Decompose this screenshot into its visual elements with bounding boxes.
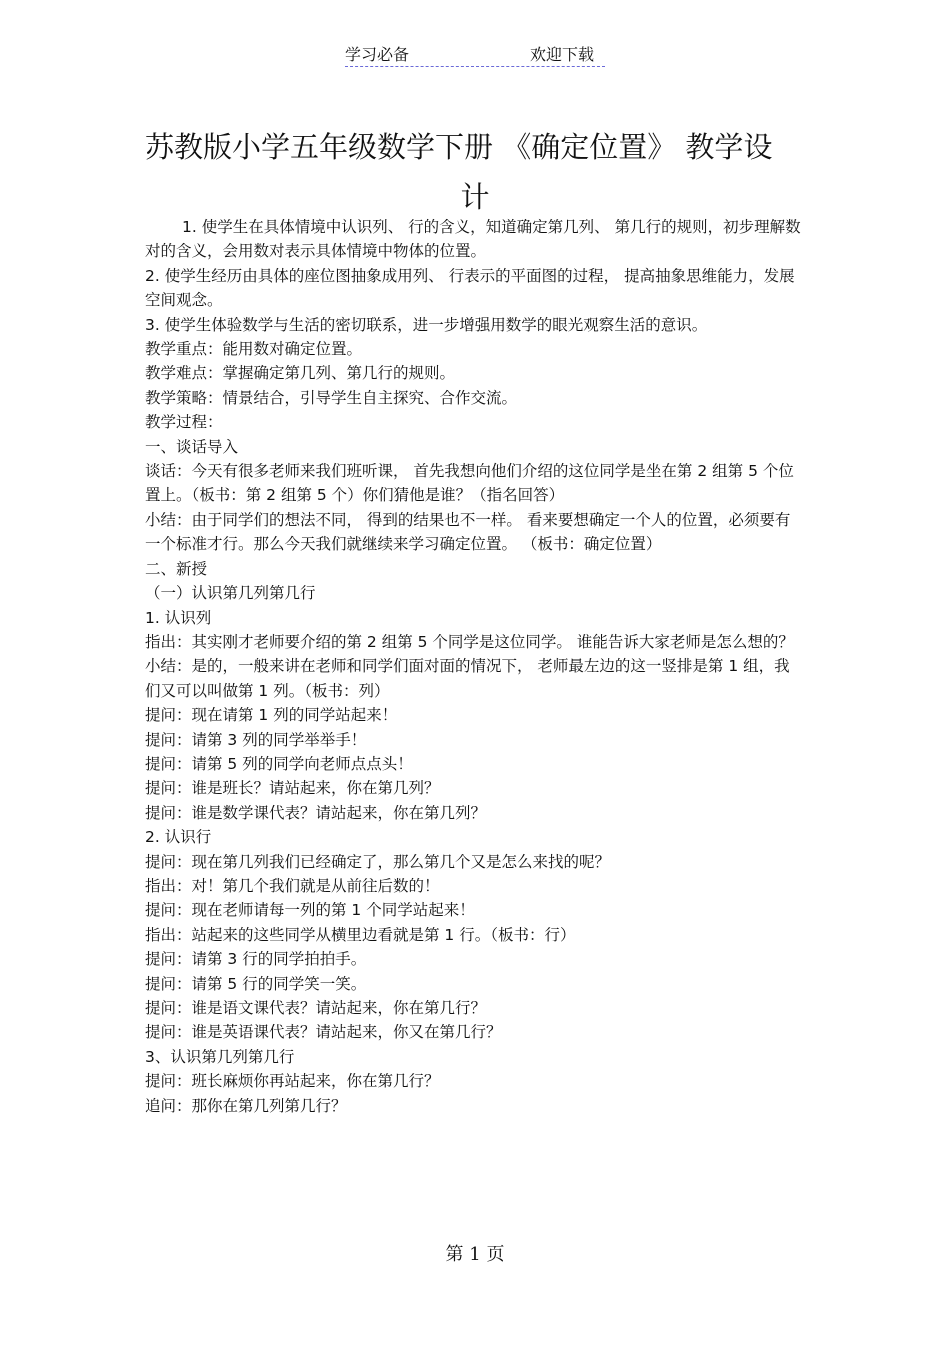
- teaching-strategy: 教学策略：情景结合，引导学生自主探究、合作交流。: [145, 388, 518, 407]
- paragraph: 谈话：今天有很多老师来我们班听课， 首先我想向他们介绍的这位同学是坐在第 2 组第 5 个位置上。（板书：第 2 组第 5 个）你们猜他是谁？（指名回答）: [145, 462, 794, 505]
- paragraph: 提问：谁是语文课代表？请站起来，你在第几行？: [145, 999, 487, 1017]
- teaching-process-heading: 教学过程：: [145, 413, 223, 432]
- item-heading-rows: 2. 认识行: [145, 828, 212, 847]
- item-heading-columns: 1. 认识列: [145, 608, 212, 627]
- paragraph: 提问：现在老师请每一列的第 1 个同学站起来！: [145, 901, 475, 920]
- paragraph: 小结：是的，一般来讲在老师和同学们面对面的情况下， 老师最左边的这一竖排是第 1 组，我们又可以叫做第 1 列。（板书：列）: [145, 657, 790, 700]
- title-line-2: 计: [460, 180, 490, 214]
- header-left-text: 学习必备: [345, 45, 410, 64]
- paragraph: 提问：谁是英语课代表？请站起来，你又在第几行？: [145, 1023, 502, 1042]
- paragraph: 指出：站起来的这些同学从横里边看就是第 1 行。（板书：行）: [145, 925, 576, 944]
- paragraph: 提问：请第 5 列的同学向老师点点头！: [145, 754, 413, 773]
- item-heading-column-row: 3、认识第几列第几行: [145, 1047, 295, 1066]
- paragraph: 提问：请第 3 列的同学举举手！: [145, 730, 367, 749]
- paragraph: 提问：现在第几列我们已经确定了，那么第几个又是怎么来找的呢？: [145, 852, 611, 871]
- section-heading-new: 二、新授: [145, 559, 208, 578]
- header-right-text: 欢迎下载: [530, 45, 595, 64]
- document-body: [145, 215, 805, 1118]
- paragraph: 提问：请第 5 行的同学笑一笑。: [145, 974, 367, 993]
- subsection-heading: （一）认识第几列第几行: [145, 584, 316, 603]
- teaching-difficulty: 教学难点：掌握确定第几列、第几行的规则。: [145, 364, 456, 383]
- paragraph: 提问：谁是班长？请站起来，你在第几列？: [145, 779, 440, 798]
- title-line-1: 苏教版小学五年级数学下册 《确定位置》 教学设: [145, 130, 773, 164]
- page-number: 第 1 页: [445, 1244, 505, 1265]
- paragraph: 小结：由于同学们的想法不同， 得到的结果也不一样。 看来要想确定一个人的位置，必须要有一个标准才行。那么今天我们就继续来学习确定位置。 （板书：确定位置）: [145, 510, 791, 554]
- page-header: [345, 40, 605, 67]
- objective-1: 1. 使学生在具体情境中认识列、 行的含义，知道确定第几列、 第几行的规则，初步理解数对的含义，会用数对表示具体情境中物体的位置。: [145, 218, 801, 261]
- paragraph: 提问：现在请第 1 列的同学站起来！: [145, 706, 398, 725]
- paragraph: 指出：对！第几个我们就是从前往后数的！: [145, 876, 440, 895]
- paragraph: 指出：其实刚才老师要介绍的第 2 组第 5 个同学是这位同学。 谁能告诉大家老师是怎么想的？: [145, 632, 794, 651]
- teaching-focus: 教学重点：能用数对确定位置。: [145, 340, 363, 359]
- paragraph: 提问：请第 3 行的同学拍拍手。: [145, 950, 367, 969]
- objective-2: 2. 使学生经历由具体的座位图抽象成用列、 行表示的平面图的过程， 提高抽象思维能力，发展空间观念。: [145, 266, 795, 310]
- paragraph: 提问：班长麻烦你再站起来，你在第几行？: [145, 1072, 440, 1091]
- document-title: [145, 122, 805, 222]
- paragraph: 提问：谁是数学课代表？请站起来，你在第几列？: [145, 803, 487, 822]
- objective-3: 3. 使学生体验数学与生活的密切联系，进一步增强用数学的眼光观察生活的意识。: [145, 315, 708, 334]
- paragraph: 追问：那你在第几列第几行？: [145, 1096, 347, 1115]
- section-heading-intro: 一、谈话导入: [145, 437, 239, 456]
